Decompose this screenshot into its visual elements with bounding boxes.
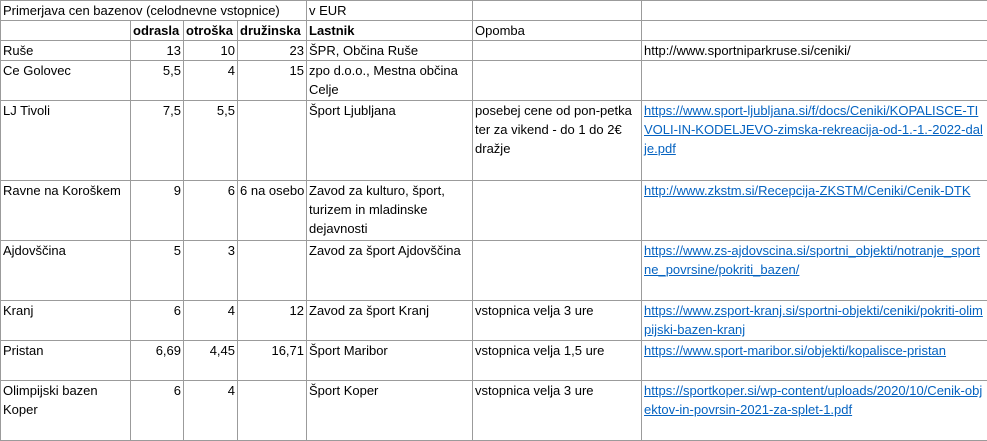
header-owner[interactable]: Lastnik [307, 21, 473, 41]
cell-owner[interactable]: Zavod za šport Ajdovščina [307, 241, 473, 301]
table-row [1, 301, 987, 341]
cell-url[interactable] [642, 61, 987, 101]
cell-adult-price[interactable]: 13 [131, 41, 184, 61]
cell-name[interactable]: Ruše [1, 41, 131, 61]
header-note[interactable]: Opomba [473, 21, 642, 41]
cell-owner[interactable]: Zavod za kulturo, šport, turizem in mladinske dejavnosti [307, 181, 473, 241]
header-row [1, 21, 987, 41]
cell-note[interactable]: vstopnica velja 3 ure [473, 381, 642, 441]
cell-url[interactable]: https://sportkoper.si/wp-content/uploads/2020/10/Cenik-objektov-in-povrsin-2021-za-splet-1.pdf [642, 381, 987, 441]
unit-label: v EUR [309, 3, 347, 18]
cell-adult-price[interactable]: 6 [131, 301, 184, 341]
cell-note[interactable] [473, 241, 642, 301]
cell-family-price[interactable] [238, 381, 307, 441]
cell-adult-price[interactable]: 5 [131, 241, 184, 301]
header-family[interactable]: družinska [238, 21, 307, 41]
cell-owner[interactable]: Šport Maribor [307, 341, 473, 381]
cell-note[interactable] [473, 61, 642, 101]
cell-url[interactable]: https://www.zsport-kranj.si/sportni-objekti/ceniki/pokriti-olimpijski-bazen-kranj [642, 301, 987, 341]
cell-adult-price[interactable]: 9 [131, 181, 184, 241]
cell-child-price[interactable]: 4 [184, 381, 238, 441]
cell-url[interactable]: http://www.sportniparkruse.si/ceniki/ [642, 41, 987, 61]
cell-owner[interactable]: Zavod za šport Kranj [307, 301, 473, 341]
unit-cell[interactable] [307, 1, 473, 21]
sheet-title: Primerjava cen bazenov (celodnevne vstopnice) [3, 3, 280, 18]
header-adult[interactable]: odrasla [131, 21, 184, 41]
cell-name[interactable]: Ravne na Koroškem [1, 181, 131, 241]
cell-family-price[interactable] [238, 241, 307, 301]
cell-name[interactable]: Pristan [1, 341, 131, 381]
table-row [1, 41, 987, 61]
empty-cell[interactable] [473, 1, 642, 21]
cell-name[interactable]: Ce Golovec [1, 61, 131, 101]
cell-child-price[interactable]: 3 [184, 241, 238, 301]
cell-url[interactable]: https://www.sport-ljubljana.si/f/docs/Ceniki/KOPALISCE-TIVOLI-IN-KODELJEVO-zimska-rekreacija-od-1.-1.-2022-dalje.pdf [642, 101, 987, 181]
table-row [1, 381, 987, 441]
header-child[interactable]: otroška [184, 21, 238, 41]
cell-family-price[interactable]: 23 [238, 41, 307, 61]
cell-name[interactable]: Olimpijski bazen Koper [1, 381, 131, 441]
cell-name[interactable]: LJ Tivoli [1, 101, 131, 181]
cell-adult-price[interactable]: 6,69 [131, 341, 184, 381]
cell-note[interactable] [473, 41, 642, 61]
empty-cell[interactable] [642, 1, 987, 21]
table-row [1, 61, 987, 101]
header-empty-cell[interactable] [1, 21, 131, 41]
cell-child-price[interactable]: 10 [184, 41, 238, 61]
cell-url[interactable]: https://www.sport-maribor.si/objekti/kopalisce-pristan [642, 341, 987, 381]
cell-adult-price[interactable]: 6 [131, 381, 184, 441]
cell-adult-price[interactable]: 7,5 [131, 101, 184, 181]
table-row [1, 241, 987, 301]
cell-family-price[interactable]: 15 [238, 61, 307, 101]
cell-child-price[interactable]: 4 [184, 301, 238, 341]
cell-owner[interactable]: Šport Koper [307, 381, 473, 441]
cell-note[interactable]: vstopnica velja 1,5 ure [473, 341, 642, 381]
sheet-title-cell[interactable] [1, 1, 307, 21]
table-row [1, 181, 987, 241]
cell-child-price[interactable]: 6 [184, 181, 238, 241]
cell-note[interactable]: vstopnica velja 3 ure [473, 301, 642, 341]
cell-owner[interactable]: Šport Ljubljana [307, 101, 473, 181]
cell-family-price[interactable]: 6 na osebo [238, 181, 307, 241]
table-row [1, 341, 987, 381]
cell-adult-price[interactable]: 5,5 [131, 61, 184, 101]
cell-name[interactable]: Kranj [1, 301, 131, 341]
cell-name[interactable]: Ajdovščina [1, 241, 131, 301]
cell-url[interactable]: http://www.zkstm.si/Recepcija-ZKSTM/Ceniki/Cenik-DTK [642, 181, 987, 241]
cell-family-price[interactable]: 12 [238, 301, 307, 341]
cell-note[interactable] [473, 181, 642, 241]
cell-child-price[interactable]: 5,5 [184, 101, 238, 181]
cell-child-price[interactable]: 4,45 [184, 341, 238, 381]
cell-owner[interactable]: ŠPR, Občina Ruše [307, 41, 473, 61]
cell-url[interactable]: https://www.zs-ajdovscina.si/sportni_objekti/notranje_sportne_povrsine/pokriti_bazen/ [642, 241, 987, 301]
cell-note[interactable]: posebej cene od pon-petka ter za vikend - do 1 do 2€ dražje [473, 101, 642, 181]
table-row [1, 101, 987, 181]
cell-family-price[interactable]: 16,71 [238, 341, 307, 381]
cell-child-price[interactable]: 4 [184, 61, 238, 101]
title-row [1, 1, 987, 21]
cell-family-price[interactable] [238, 101, 307, 181]
cell-owner[interactable]: zpo d.o.o., Mestna občina Celje [307, 61, 473, 101]
header-url-empty[interactable] [642, 21, 987, 41]
